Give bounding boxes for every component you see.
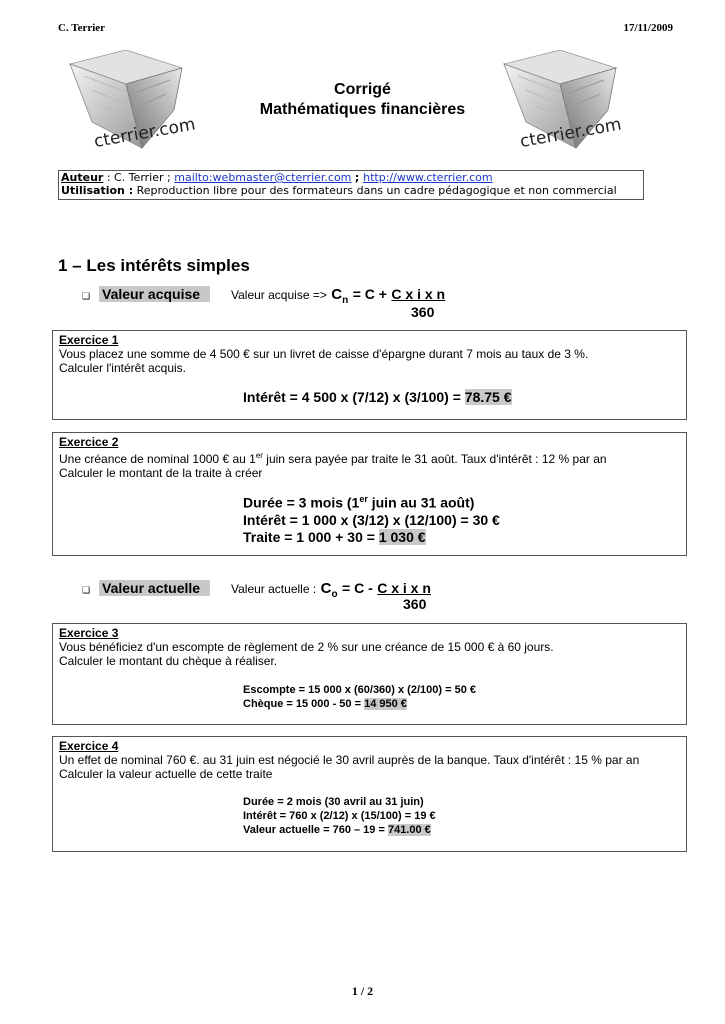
formula-denominator: 360 [403,596,427,612]
page-title [200,80,525,120]
formula-denominator: 360 [411,304,435,320]
result-highlight: 741.00 € [387,824,431,836]
title-line1: Corrigé [334,81,391,98]
header-author: C. Terrier [58,22,106,34]
author-name: C. Terrier [114,171,164,184]
formula-valeur-actuelle: Valeur actuelle : $C_o = C - C$ x i x n [231,580,431,600]
exercise-title: Exercice 1 [59,333,119,347]
mail-link[interactable]: mailto:webmaster@cterrier.com [174,171,352,184]
exercise-box-2: Exercice 2 Une créance de nominal 1000 € au 1er juin sera payée par traite le 31 août. Taux d'intérêt : 12 % par an Calculer le montant de la traite à créer Durée = 3 mois (1er juin au 31 août) Intérêt = 1 000 x (3/12) x (12/100) = 30 € Traite = 1 000 + 30 = 1 030 € [52,432,687,556]
result-highlight: 14 950 € [364,698,407,710]
subsection-valeur-actuelle: Valeur actuelle [99,580,210,596]
section-title: 1 – Les intérêts simples [58,256,250,275]
logo-right-text: cterrier.com [518,114,623,152]
exercise-title: Exercice 3 [59,626,119,640]
usage-text: Reproduction libre pour des formateurs dans un cadre pédagogique et non commercial [136,184,617,197]
bullet-icon: ❑ [82,585,91,595]
author-label: Auteur [61,171,104,184]
bullet-icon: ❑ [82,291,91,301]
title-line2: Mathématiques financières [259,101,466,118]
usage-label: Utilisation : [61,184,134,197]
page-number: 1 / 2 [351,984,374,998]
subsection-valeur-acquise: Valeur acquise [99,286,210,302]
header-date: 17/11/2009 [623,22,673,34]
info-box: Auteur : C. Terrier ; mailto:webmaster@cterrier.com ; http://www.cterrier.com Utilisation : Reproduction libre pour des formateurs dans un cadre pédagogique et non commercial [58,170,644,200]
result-highlight: 1 030 € [378,528,426,545]
exercise-box-1: Exercice 1 Vous placez une somme de 4 500 € sur un livret de caisse d'épargne durant 7 mois au taux de 3 %. Calculer l'intérêt acquis. Intérêt = 4 500 x (7/12) x (3/100) = 78.75 € [52,330,687,420]
exercise-box-4: Exercice 4 Un effet de nominal 760 €. au 31 juin est négocié le 30 avril auprès de la banque. Taux d'intérêt : 15 % par an Calculer la valeur actuelle de cette traite Durée = 2 mois (30 avril au 31 juin) Intérêt = 760 x (2/12) x (15/100) = 19 € Valeur actuelle = 760 – 19 = 741.00 € [52,736,687,852]
exercise-result: Intérêt = 4 500 x (7/12) x (3/100) = 78.75 € [243,389,512,405]
exercise-box-3: Exercice 3 Vous bénéficiez d'un escompte de règlement de 2 % sur une créance de 15 000 € à 60 jours. Calculer le montant du chèque à réaliser. Escompte = 15 000 x (60/360) x (2/100) = 50 € Chèque = 15 000 - 50 = 14 950 € [52,623,687,725]
exercise-result: Durée = 2 mois (30 avril au 31 juin) Intérêt = 760 x (2/12) x (15/100) = 19 € Valeur actuelle = 760 – 19 = 741.00 € [243,796,436,836]
formula-valeur-acquise: Valeur acquise => $C_n = C + C$ x i x n [231,286,446,306]
site-link[interactable]: http://www.cterrier.com [363,171,493,184]
exercise-result: Escompte = 15 000 x (60/360) x (2/100) = 50 € Chèque = 15 000 - 50 = 14 950 € [243,684,476,710]
result-highlight: 78.75 € [464,389,512,405]
exercise-result: Durée = 3 mois (1er juin au 31 août) Intérêt = 1 000 x (3/12) x (12/100) = 30 € Traite = 1 000 + 30 = 1 030 € [243,494,500,545]
exercise-title: Exercice 4 [59,739,119,753]
exercise-title: Exercice 2 [59,435,119,449]
logo-left-text: cterrier.com [92,114,197,152]
